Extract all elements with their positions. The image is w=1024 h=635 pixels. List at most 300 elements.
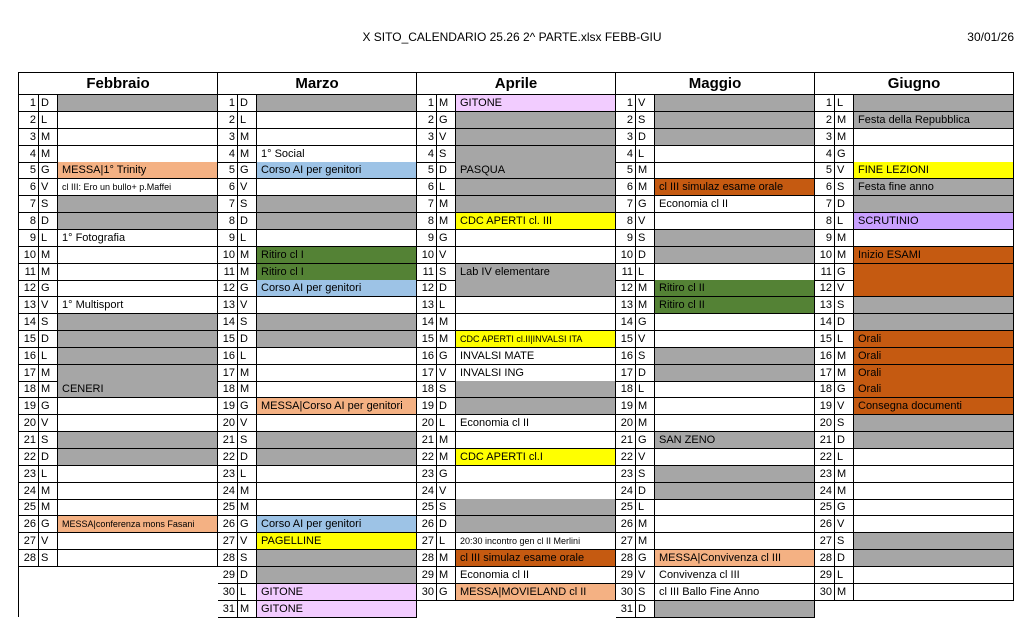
day-number: 18	[616, 381, 636, 397]
day-number: 14	[218, 314, 238, 330]
event-cell	[854, 567, 1014, 583]
day-row	[815, 466, 1014, 483]
weekday-letter: M	[835, 466, 854, 482]
event-cell	[854, 449, 1014, 465]
day-row	[815, 129, 1014, 146]
day-row	[815, 348, 1014, 365]
day-row	[815, 381, 1014, 398]
day-number: 12	[218, 280, 238, 296]
day-number: 8	[218, 213, 238, 229]
day-row	[616, 297, 815, 314]
event-cell	[58, 314, 218, 330]
day-number: 21	[616, 432, 636, 448]
day-number: 17	[815, 365, 835, 381]
event-cell: Ritiro cl I	[257, 247, 417, 263]
event-cell	[58, 550, 218, 566]
day-row	[417, 499, 616, 516]
day-row	[417, 230, 616, 247]
event-cell	[58, 112, 218, 128]
event-cell	[854, 550, 1014, 566]
event-cell	[257, 483, 417, 499]
day-row	[417, 567, 616, 584]
day-row	[417, 483, 616, 500]
event-cell	[58, 280, 218, 296]
event-cell	[257, 213, 417, 229]
day-row	[616, 449, 815, 466]
day-row	[218, 280, 417, 297]
day-row	[417, 196, 616, 213]
day-number: 9	[218, 230, 238, 246]
event-cell	[58, 499, 218, 515]
day-number: 25	[815, 499, 835, 515]
event-cell: Orali	[854, 365, 1014, 381]
weekday-letter: L	[39, 230, 58, 246]
weekday-letter: M	[636, 398, 655, 414]
weekday-letter: G	[835, 146, 854, 162]
day-number: 11	[417, 264, 437, 280]
day-number: 1	[815, 95, 835, 111]
day-row	[616, 584, 815, 601]
day-number: 12	[19, 280, 39, 296]
day-number: 19	[815, 398, 835, 414]
weekday-letter: M	[437, 314, 456, 330]
event-cell	[456, 483, 616, 499]
day-number: 19	[616, 398, 636, 414]
weekday-letter: L	[636, 499, 655, 515]
weekday-letter: S	[39, 314, 58, 330]
month-header: Giugno	[815, 73, 1014, 95]
day-number: 2	[616, 112, 636, 128]
weekday-letter: S	[39, 196, 58, 212]
weekday-letter: V	[636, 95, 655, 111]
day-row	[616, 365, 815, 382]
day-row	[19, 499, 218, 516]
day-number: 10	[815, 247, 835, 263]
weekday-letter: L	[835, 95, 854, 111]
weekday-letter: S	[437, 381, 456, 397]
event-cell: INVALSI ING	[456, 365, 616, 381]
weekday-letter: M	[636, 533, 655, 549]
weekday-letter: V	[437, 365, 456, 381]
day-row	[815, 297, 1014, 314]
weekday-letter: D	[437, 280, 456, 296]
day-row	[815, 314, 1014, 331]
event-cell	[655, 162, 815, 178]
event-cell	[456, 179, 616, 195]
event-cell: MESSA|Corso AI per genitori	[257, 398, 417, 414]
event-cell: cl III simulaz esame orale	[456, 550, 616, 566]
weekday-letter: D	[39, 449, 58, 465]
weekday-letter: M	[437, 567, 456, 583]
day-number: 12	[417, 280, 437, 296]
day-row	[19, 398, 218, 415]
weekday-letter: G	[437, 348, 456, 364]
day-number: 7	[417, 196, 437, 212]
event-cell	[655, 146, 815, 162]
weekday-letter: G	[437, 466, 456, 482]
month-header: Maggio	[616, 73, 815, 95]
day-row	[815, 247, 1014, 264]
day-row	[417, 449, 616, 466]
day-row	[616, 264, 815, 281]
event-cell	[456, 280, 616, 296]
weekday-letter: G	[238, 516, 257, 532]
day-number: 3	[19, 129, 39, 145]
event-cell	[655, 415, 815, 431]
weekday-letter: L	[835, 449, 854, 465]
day-row	[417, 516, 616, 533]
day-row	[417, 95, 616, 112]
weekday-letter: L	[437, 179, 456, 195]
event-cell: CDC APERTI cl.II|INVALSI ITA	[456, 331, 616, 347]
day-number: 11	[218, 264, 238, 280]
weekday-letter: M	[835, 348, 854, 364]
day-number: 26	[19, 516, 39, 532]
event-cell: PAGELLINE	[257, 533, 417, 549]
day-row	[19, 550, 218, 567]
weekday-letter: M	[39, 247, 58, 263]
weekday-letter: G	[238, 398, 257, 414]
weekday-letter: V	[636, 331, 655, 347]
weekday-letter: D	[636, 129, 655, 145]
weekday-letter: V	[437, 247, 456, 263]
day-number: 18	[815, 381, 835, 397]
day-row	[616, 483, 815, 500]
day-row	[616, 162, 815, 179]
event-cell	[655, 348, 815, 364]
day-row	[815, 398, 1014, 415]
day-number: 1	[218, 95, 238, 111]
event-cell	[854, 280, 1014, 296]
day-number: 15	[815, 331, 835, 347]
event-cell: Corso AI per genitori	[257, 162, 417, 178]
day-row	[19, 280, 218, 297]
day-number: 30	[218, 584, 238, 600]
weekday-letter: G	[636, 550, 655, 566]
weekday-letter: D	[636, 247, 655, 263]
day-row	[218, 398, 417, 415]
event-cell	[58, 95, 218, 111]
weekday-letter: M	[238, 247, 257, 263]
day-row	[616, 567, 815, 584]
event-cell: Inizio ESAMI	[854, 247, 1014, 263]
day-number: 2	[417, 112, 437, 128]
day-number: 15	[19, 331, 39, 347]
day-number: 25	[616, 499, 636, 515]
day-number: 21	[417, 432, 437, 448]
day-row	[218, 95, 417, 112]
day-number: 28	[218, 550, 238, 566]
day-row	[19, 146, 218, 163]
day-number: 14	[19, 314, 39, 330]
event-cell	[456, 112, 616, 128]
day-row	[616, 213, 815, 230]
weekday-letter: L	[238, 466, 257, 482]
day-number: 13	[815, 297, 835, 313]
weekday-letter: V	[39, 179, 58, 195]
day-number: 4	[19, 146, 39, 162]
day-number: 21	[815, 432, 835, 448]
day-row	[616, 146, 815, 163]
day-row	[218, 247, 417, 264]
weekday-letter: S	[636, 112, 655, 128]
weekday-letter: M	[238, 483, 257, 499]
weekday-letter: S	[39, 550, 58, 566]
day-number: 27	[218, 533, 238, 549]
weekday-letter: D	[437, 398, 456, 414]
day-number: 9	[19, 230, 39, 246]
day-number: 1	[417, 95, 437, 111]
day-number: 12	[616, 280, 636, 296]
day-number: 21	[19, 432, 39, 448]
weekday-letter: D	[238, 95, 257, 111]
weekday-letter: S	[437, 264, 456, 280]
event-cell	[655, 516, 815, 532]
day-row	[616, 179, 815, 196]
event-cell	[456, 196, 616, 212]
event-cell	[257, 550, 417, 566]
weekday-letter: V	[437, 483, 456, 499]
day-row	[815, 280, 1014, 297]
event-cell	[58, 533, 218, 549]
weekday-letter: M	[437, 213, 456, 229]
day-row	[19, 314, 218, 331]
day-row	[19, 247, 218, 264]
day-number: 7	[19, 196, 39, 212]
day-number: 28	[815, 550, 835, 566]
day-row	[19, 95, 218, 112]
weekday-letter: S	[437, 499, 456, 515]
weekday-letter: S	[835, 533, 854, 549]
day-row	[218, 584, 417, 601]
day-number: 14	[417, 314, 437, 330]
weekday-letter: M	[835, 584, 854, 600]
day-number: 27	[417, 533, 437, 549]
weekday-letter: M	[636, 162, 655, 178]
weekday-letter: S	[238, 314, 257, 330]
day-row	[218, 381, 417, 398]
weekday-letter: S	[835, 297, 854, 313]
event-cell: cl III simulaz esame orale	[655, 179, 815, 195]
day-row	[616, 314, 815, 331]
day-number: 31	[616, 601, 636, 617]
day-row	[218, 601, 417, 618]
day-row	[417, 331, 616, 348]
event-cell	[257, 466, 417, 482]
event-cell: Corso AI per genitori	[257, 280, 417, 296]
month-header: Marzo	[218, 73, 417, 95]
day-number: 17	[616, 365, 636, 381]
day-number: 11	[815, 264, 835, 280]
weekday-letter: S	[636, 348, 655, 364]
day-number: 26	[218, 516, 238, 532]
weekday-letter: S	[437, 146, 456, 162]
event-cell	[854, 466, 1014, 482]
day-row	[19, 230, 218, 247]
event-cell: 1° Multisport	[58, 297, 218, 313]
day-number: 20	[815, 415, 835, 431]
weekday-letter: L	[437, 533, 456, 549]
day-number: 11	[616, 264, 636, 280]
weekday-letter: S	[636, 466, 655, 482]
event-cell	[655, 112, 815, 128]
day-row	[815, 499, 1014, 516]
day-number: 24	[218, 483, 238, 499]
weekday-letter: M	[238, 129, 257, 145]
weekday-letter: M	[39, 499, 58, 515]
day-row	[815, 432, 1014, 449]
weekday-letter: G	[39, 398, 58, 414]
day-number: 17	[218, 365, 238, 381]
day-number: 29	[815, 567, 835, 583]
day-number: 23	[19, 466, 39, 482]
event-cell: PASQUA	[456, 162, 616, 178]
day-row	[616, 466, 815, 483]
weekday-letter: M	[238, 601, 257, 617]
day-row	[19, 179, 218, 196]
weekday-letter: G	[835, 264, 854, 280]
weekday-letter: S	[238, 432, 257, 448]
event-cell	[854, 230, 1014, 246]
day-number: 28	[616, 550, 636, 566]
weekday-letter: G	[437, 112, 456, 128]
weekday-letter: V	[835, 162, 854, 178]
event-cell	[257, 129, 417, 145]
event-cell	[456, 146, 616, 162]
event-cell	[58, 213, 218, 229]
day-row	[815, 449, 1014, 466]
weekday-letter: V	[835, 516, 854, 532]
weekday-letter: D	[835, 196, 854, 212]
weekday-letter: D	[437, 162, 456, 178]
event-cell	[854, 533, 1014, 549]
event-cell: CDC APERTI cl.I	[456, 449, 616, 465]
event-cell	[456, 432, 616, 448]
weekday-letter: V	[39, 533, 58, 549]
day-number: 13	[218, 297, 238, 313]
day-number: 25	[218, 499, 238, 515]
weekday-letter: M	[636, 280, 655, 296]
weekday-letter: M	[636, 297, 655, 313]
day-row	[218, 466, 417, 483]
day-number: 5	[417, 162, 437, 178]
day-row	[19, 129, 218, 146]
day-number: 8	[815, 213, 835, 229]
weekday-letter: V	[39, 297, 58, 313]
weekday-letter: G	[238, 162, 257, 178]
weekday-letter: D	[39, 95, 58, 111]
day-row	[815, 264, 1014, 281]
day-row	[815, 516, 1014, 533]
weekday-letter: M	[437, 196, 456, 212]
day-number: 28	[19, 550, 39, 566]
event-cell: Economia cl II	[456, 415, 616, 431]
event-cell	[655, 230, 815, 246]
event-cell	[257, 331, 417, 347]
weekday-letter: M	[636, 415, 655, 431]
weekday-letter: M	[39, 264, 58, 280]
day-row	[218, 112, 417, 129]
event-cell	[257, 179, 417, 195]
weekday-letter: V	[39, 415, 58, 431]
day-row	[218, 314, 417, 331]
day-number: 20	[19, 415, 39, 431]
event-cell	[58, 449, 218, 465]
weekday-letter: G	[636, 196, 655, 212]
day-number: 27	[815, 533, 835, 549]
day-row	[218, 297, 417, 314]
weekday-letter: M	[437, 432, 456, 448]
day-number: 16	[815, 348, 835, 364]
day-row	[218, 415, 417, 432]
event-cell	[58, 247, 218, 263]
event-cell	[257, 95, 417, 111]
day-row	[218, 348, 417, 365]
day-number: 11	[19, 264, 39, 280]
day-number: 7	[815, 196, 835, 212]
day-number: 6	[815, 179, 835, 195]
day-number: 9	[417, 230, 437, 246]
day-number: 18	[417, 381, 437, 397]
day-row	[616, 398, 815, 415]
weekday-letter: G	[636, 314, 655, 330]
day-row	[815, 95, 1014, 112]
day-number: 29	[218, 567, 238, 583]
event-cell	[257, 381, 417, 397]
event-cell	[58, 466, 218, 482]
day-row	[218, 179, 417, 196]
day-number: 8	[19, 213, 39, 229]
weekday-letter: D	[636, 483, 655, 499]
event-cell	[854, 516, 1014, 532]
day-number: 24	[19, 483, 39, 499]
weekday-letter: S	[835, 179, 854, 195]
day-number: 22	[19, 449, 39, 465]
day-row	[815, 331, 1014, 348]
weekday-letter: L	[636, 264, 655, 280]
day-number: 13	[19, 297, 39, 313]
event-cell: CDC APERTI cl. III	[456, 213, 616, 229]
day-row	[218, 516, 417, 533]
event-cell	[456, 129, 616, 145]
day-row	[19, 483, 218, 500]
day-number: 15	[616, 331, 636, 347]
event-cell	[456, 247, 616, 263]
event-cell	[655, 601, 815, 617]
event-cell	[655, 213, 815, 229]
weekday-letter: V	[835, 398, 854, 414]
day-row	[19, 365, 218, 382]
day-row	[815, 550, 1014, 567]
day-row	[218, 264, 417, 281]
day-number: 6	[218, 179, 238, 195]
day-row	[616, 601, 815, 618]
day-row	[417, 146, 616, 163]
weekday-letter: L	[39, 348, 58, 364]
day-row	[218, 146, 417, 163]
day-row	[815, 365, 1014, 382]
day-number: 31	[218, 601, 238, 617]
weekday-letter: M	[835, 112, 854, 128]
weekday-letter: D	[238, 449, 257, 465]
day-row	[19, 297, 218, 314]
day-number: 1	[19, 95, 39, 111]
weekday-letter: M	[39, 146, 58, 162]
day-row	[218, 499, 417, 516]
weekday-letter: D	[238, 213, 257, 229]
event-cell: FINE LEZIONI	[854, 162, 1014, 178]
day-row	[417, 365, 616, 382]
